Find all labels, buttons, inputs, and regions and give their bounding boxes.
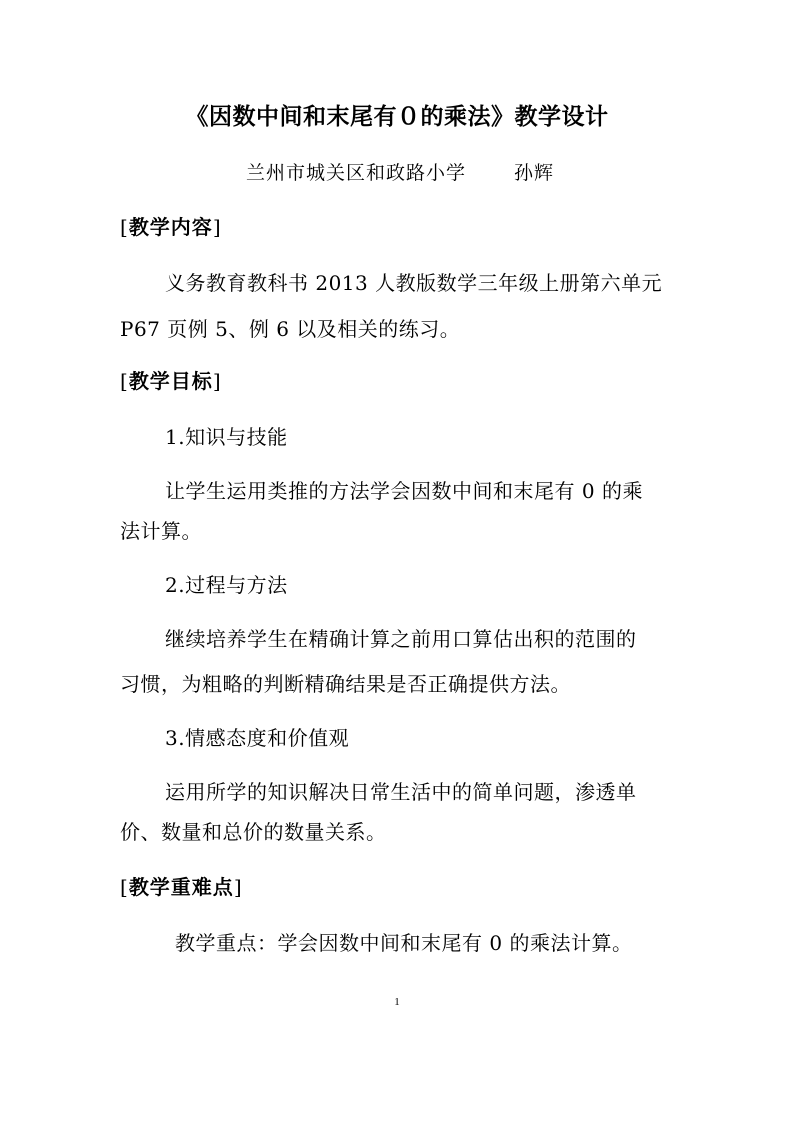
section-heading-goals: [教学目标]: [120, 369, 222, 393]
goal-attitude-line-1: 运用所学的知识解决日常生活中的简单问题，渗透单: [165, 780, 637, 804]
section-heading-key-points: [教学重难点]: [120, 875, 243, 899]
goal-process-line-2: 习惯，为粗略的判断精确结果是否正确提供方法。: [120, 672, 571, 696]
section-heading-content: [教学内容]: [120, 215, 222, 239]
content-paragraph-line-2: P67 页例 5、例 6 以及相关的练习。: [120, 317, 461, 341]
goal-knowledge-line-1: 让学生运用类推的方法学会因数中间和末尾有 0 的乘: [165, 479, 643, 503]
goal-subheading-attitude: 3.情感态度和价值观: [165, 726, 350, 750]
goal-subheading-knowledge: 1.知识与技能: [165, 425, 288, 449]
document-title: 《因数中间和末尾有０的乘法》教学设计: [185, 104, 609, 130]
author-line: [246, 160, 554, 186]
author-name: 孙辉: [514, 162, 555, 184]
goal-knowledge-line-2: 法计算。: [120, 519, 202, 543]
goal-process-line-1: 继续培养学生在精确计算之前用口算估出积的范围的: [165, 627, 637, 651]
page-number: 1: [394, 996, 400, 1008]
goal-subheading-process: 2.过程与方法: [165, 573, 288, 597]
key-points-line-1: 教学重点：学会因数中间和末尾有 0 的乘法计算。: [175, 931, 633, 955]
school-name: 兰州市城关区和政路小学: [246, 162, 467, 184]
content-paragraph-line-1: 义务教育教科书 2013 人教版数学三年级上册第六单元: [165, 271, 663, 295]
goal-attitude-line-2: 价、数量和总价的数量关系。: [120, 820, 387, 844]
